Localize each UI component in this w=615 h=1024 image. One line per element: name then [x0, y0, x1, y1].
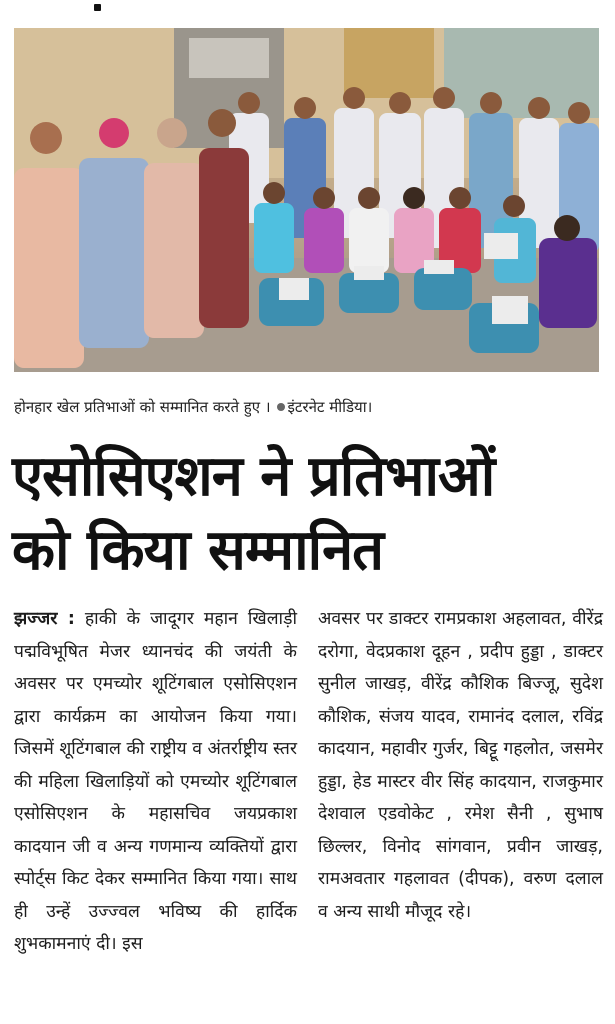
article-text-left: हाकी के जादूगर महान खिलाड़ी पद्मविभूषित मेजर ध्यानचंद की जयंती के अवसर पर एमच्योर शूटिंगबाल एसोसिएशन द्वारा कार्यक्रम का आयोजन किया गया। जिसमें शूटिंगबाल की राष्ट्रीय व अंतर्राष्ट्रीय स्तर की महिला खिलाड़ियों को एमच्योर शूटिंगबाल एसोसिएशन के महासचिव जयप्रकाश कादयान जी व अन्य गणमान्य व्यक्तियों द्वारा स्पोर्ट्स किट देकर सम्मानित किया गया। साथ ही उन्हें उज्ज्वल भविष्य की हार्दिक शुभकामनाएं दी। इस: [14, 609, 297, 954]
article-column-left: [14, 603, 297, 961]
headline: [12, 440, 607, 588]
group-photo-icon: [14, 28, 599, 372]
photo-caption: [14, 397, 604, 417]
article-column-right: [318, 603, 603, 928]
caption-text: होनहार खेल प्रतिभाओं को सम्मानित करते हुए ।: [14, 398, 271, 416]
article-text-right: अवसर पर डाक्टर रामप्रकाश अहलावत, वीरेंद्र दरोगा, वेदप्रकाश दूहन , प्रदीप हुड्डा , डाक्टर सुनील जाखड़, वीरेंद्र कौशिक बिज्जू, सुदेश कौशिक, संजय यादव, रामानंद दलाल, रविंद्र कादयान, महावीर गुर्जर, बिट्टू गहलोत, जसमेर हुड्डा, हेड मास्टर वीर सिंह कादयान, राजकुमार देशवाल एडवोकेट , रमेश सैनी , सुभाष छिल्लर, विनोद सांगवान, प्रवीन जाखड़, रामअवतार गहलावत (दीपक), वरुण दलाल व अन्य साथी मौजूद रहे।: [318, 609, 603, 922]
headline-line-2: को किया सम्मानित: [12, 518, 384, 583]
dateline: झज्जर :: [14, 609, 75, 629]
bullet-icon: [277, 403, 285, 411]
caption-credit: इंटरनेट मीडिया।: [287, 398, 373, 416]
column-marker: [94, 4, 101, 11]
headline-line-1: एसोसिएशन ने प्रतिभाओं: [12, 444, 495, 509]
group-photo: [14, 28, 599, 372]
